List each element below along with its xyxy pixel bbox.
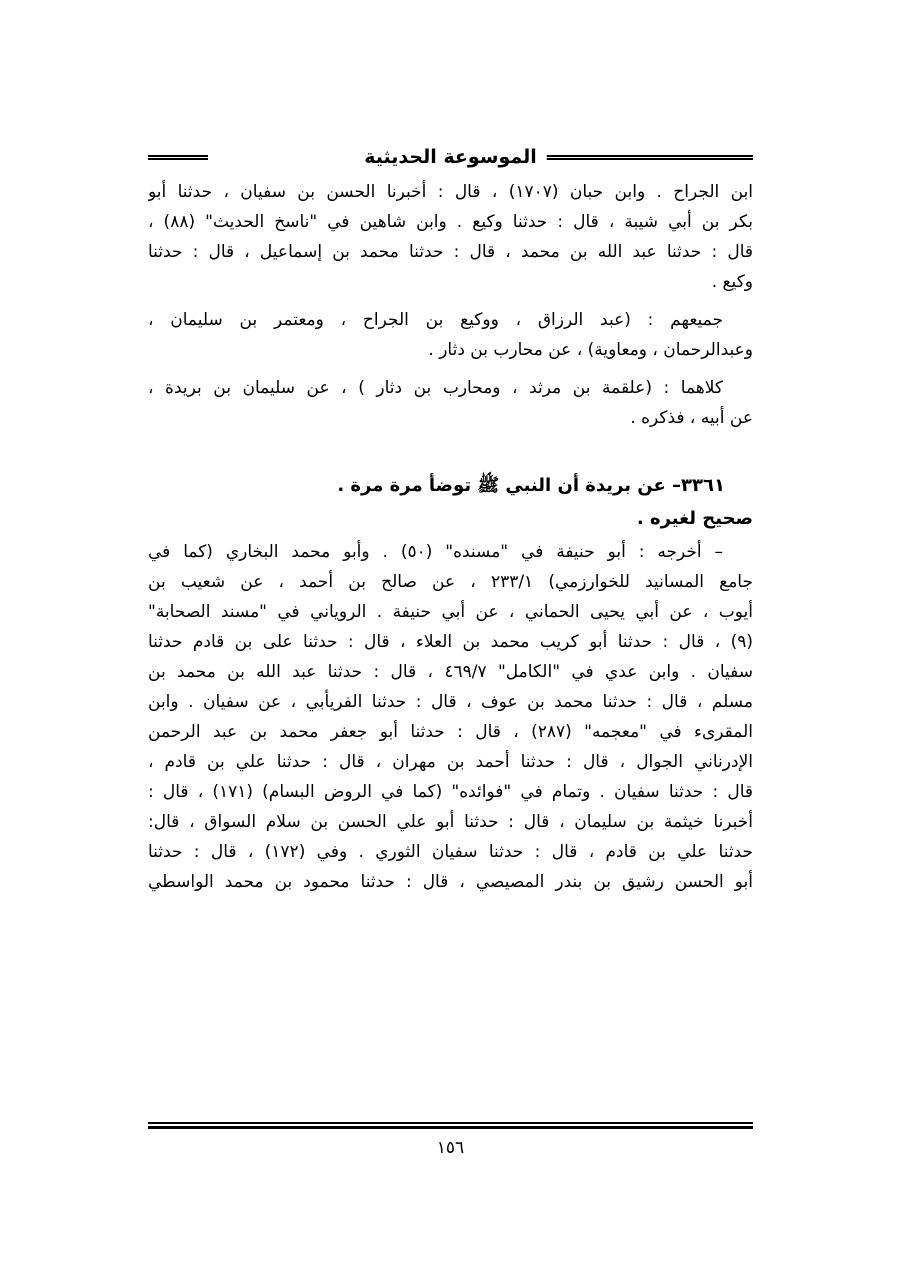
text-line: المقرىء في "معجمه" (٢٨٧) ، قال : حدثنا أبو جعفر محمد بن عبد الرحمن	[148, 722, 753, 742]
text-line: كلاهما : (علقمة بن مرثد ، ومحارب بن دثار ) ، عن سليمان بن بريدة ،	[148, 378, 723, 398]
text-line: – أخرجه : أبو حنيفة في "مسنده" (٥٠) . وأبو محمد البخاري (كما في	[148, 542, 724, 562]
text-line: أبو الحسن رشيق بن بندر المصيصي ، قال : حدثنا محمود بن محمد الواسطي	[148, 872, 753, 892]
text-line: الإدرناني الجوال ، قال : حدثنا أحمد بن مهران ، قال : حدثنا علي بن قادم ،	[148, 752, 753, 772]
text-line: جميعهم : (عبد الرزاق ، ووكيع بن الجراح ، ومعتمر بن سليمان ،	[148, 310, 723, 330]
text-line: أيوب ، عن أبي يحيى الحماني ، عن أبي حنيفة . الروياني في "مسند الصحابة"	[148, 602, 753, 622]
text-line: وكيع .	[711, 272, 753, 292]
text-line: أخبرنا خيثمة بن سليمان ، قال : حدثنا أبو علي الحسن بن سلام السواق ، قال:	[148, 812, 753, 832]
page-header	[148, 143, 753, 173]
page-number: ١٥٦	[436, 1138, 465, 1158]
paragraph-jamiuhum	[148, 305, 753, 365]
text-line: ابن الجراح . وابن حبان (١٧٠٧) ، قال : أخبرنا الحسن بن سفيان ، حدثنا أبو	[148, 182, 753, 202]
hadith-grade: صحيح لغيره .	[636, 508, 753, 529]
text-line: عن أبيه ، فذكره .	[630, 408, 753, 428]
hadith-title: ٣٣٦١– عن بريدة أن النبي ﷺ توضأ مرة مرة .	[337, 475, 725, 496]
text-line: سفيان . وابن عدي في "الكامل" ٤٦٩/٧ ، قال : حدثنا عبد الله بن محمد بن	[148, 662, 753, 682]
text-line: مسلم ، قال : حدثنا محمد بن عوف ، قال : حدثنا الفريأبي ، عن سفيان . وابن	[148, 692, 753, 712]
text-line: قال : حدثنا سفيان . وتمام في "فوائده" (كما في الروض البسام) (١٧١) ، قال :	[148, 782, 753, 802]
header-rule-left	[148, 155, 208, 160]
hadith-entry	[148, 469, 753, 535]
text-line: وعبدالرحمان ، ومعاوية) ، عن محارب بن دثار .	[428, 340, 753, 360]
page-title: الموسوعة الحديثية	[354, 143, 547, 171]
text-line: قال : حدثنا عبد الله بن محمد ، قال : حدثنا محمد بن إسماعيل ، قال : حدثنا	[148, 242, 753, 262]
paragraph-takhrij	[148, 537, 753, 897]
text-line: (٩) ، قال : حدثنا أبو كريب محمد بن العلاء ، قال : حدثنا على بن قادم حدثنا	[148, 632, 753, 652]
text-line: بكر بن أبي شيبة ، قال : حدثنا وكيع . وابن شاهين في "ناسخ الحديث" (٨٨) ،	[148, 212, 753, 232]
text-line: حدثنا علي بن قادم ، قال : حدثنا سفيان الثوري . وفي (١٧٢) ، قال : حدثنا	[148, 842, 753, 862]
footer-rule	[148, 1122, 753, 1129]
page-body	[148, 177, 753, 897]
paragraph-kilahuma	[148, 373, 753, 433]
text-line: جامع المسانيد للخوارزمي) ٢٣٣/١ ، عن صالح بن أحمد ، عن شعيب بن	[148, 572, 753, 592]
paragraph-takhrij-continued	[148, 177, 753, 297]
